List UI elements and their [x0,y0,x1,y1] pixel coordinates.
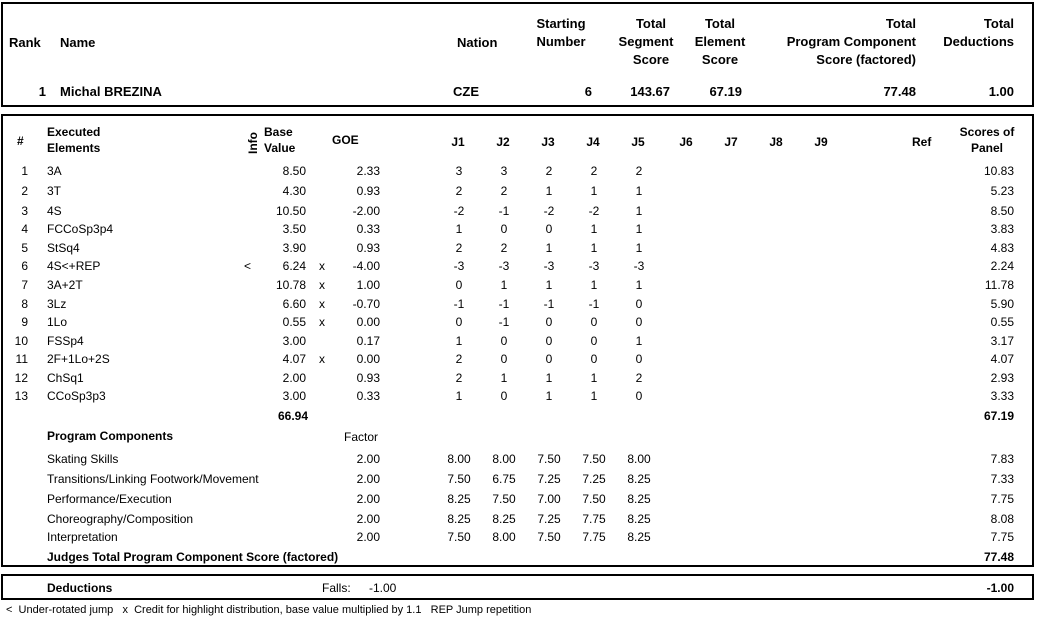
component-judge-1-score: 8.25 [447,492,471,506]
skater-tss: 143.67 [630,84,670,99]
element-judge-4-score: 2 [590,164,598,178]
element-judge-1-score: -2 [453,204,465,218]
element-judge-2-score: 2 [500,184,508,198]
tss-header [603,15,689,69]
element-judge-1-score: 2 [455,352,463,366]
element-goe: 0.93 [356,241,380,255]
element-bv-multiplier: x [319,315,325,329]
element-judge-3-score: 0 [545,352,553,366]
component-judge-5-score: 8.25 [627,492,651,506]
element-name: 3A+2T [47,278,83,292]
element-goe: 0.00 [356,315,380,329]
component-factor: 2.00 [356,512,380,526]
element-goe: 0.33 [356,389,380,403]
element-number: 8 [21,297,28,311]
element-base-value: 6.24 [282,259,306,273]
j4-header: J4 [586,135,600,149]
component-panel-score: 7.83 [990,452,1014,466]
element-number: 1 [21,164,28,178]
element-judge-2-score: 0 [500,389,508,403]
element-goe: 0.17 [356,334,380,348]
base-header-line2: Value [264,141,296,155]
element-judge-5-score: 2 [635,371,643,385]
element-base-value: 10.78 [275,278,306,292]
element-number: 7 [21,278,28,292]
component-factor: 2.00 [356,452,380,466]
element-goe: -2.00 [352,204,380,218]
tss-header-line1: Total [635,16,667,31]
element-judge-4-score: 0 [590,334,598,348]
component-judge-4-score: 7.75 [582,512,606,526]
component-judge-1-score: 7.50 [447,472,471,486]
element-judge-3-score: -2 [543,204,555,218]
element-judge-3-score: 2 [545,164,553,178]
element-judge-1-score: -1 [453,297,465,311]
element-number: 4 [21,222,28,236]
element-number: 9 [21,315,28,329]
element-judge-5-score: 1 [635,184,643,198]
component-judge-3-score: 7.50 [537,452,561,466]
j5-header: J5 [631,135,645,149]
element-base-value: 2.00 [282,371,306,385]
skater-pcs: 77.48 [883,84,916,99]
skater-deductions: 1.00 [988,84,1014,99]
element-goe: 0.93 [356,184,380,198]
element-panel-score: 8.50 [990,204,1014,218]
j7-header: J7 [724,135,738,149]
component-judge-4-score: 7.50 [582,452,606,466]
element-judge-2-score: 1 [500,278,508,292]
element-judge-3-score: 0 [545,315,553,329]
element-judge-2-score: 0 [500,334,508,348]
element-judge-1-score: 3 [455,164,463,178]
j2-header: J2 [496,135,510,149]
element-judge-4-score: 0 [590,352,598,366]
element-judge-3-score: 0 [545,334,553,348]
starting-header-line1: Starting [536,16,586,31]
element-panel-score: 0.55 [990,315,1014,329]
element-name: 1Lo [47,315,68,329]
component-judge-2-score: 7.50 [492,492,516,506]
base-value-total: 66.94 [277,409,308,423]
ded-header-line1: Total [983,16,1014,31]
element-judge-5-score: 0 [635,297,643,311]
tes-header-line2: Element [694,34,746,49]
element-number: 11 [15,352,28,366]
falls-label: Falls: [322,581,351,595]
element-bv-multiplier: x [319,297,325,311]
component-name: Choreography/Composition [47,512,194,526]
element-panel-score: 11.78 [984,278,1014,292]
component-judge-3-score: 7.50 [537,530,561,544]
element-judge-2-score: 0 [500,222,508,236]
element-judge-1-score: 2 [455,241,463,255]
component-panel-score: 7.33 [990,472,1014,486]
element-judge-4-score: -2 [588,204,600,218]
element-panel-score: 5.23 [990,184,1014,198]
executed-header-line1: Executed [47,125,101,139]
info-header: Info [246,132,260,154]
element-judge-5-score: 1 [635,241,643,255]
element-judge-2-score: -1 [498,204,510,218]
element-name: 3A [47,164,62,178]
j3-header: J3 [541,135,555,149]
nation-header: Nation [457,35,498,50]
element-number: 2 [21,184,28,198]
element-goe: 0.00 [356,352,380,366]
tes-header-line1: Total [704,16,736,31]
element-judge-4-score: 1 [590,241,598,255]
element-judge-2-score: 0 [500,352,508,366]
ded-header-line2: Deductions [943,34,1014,49]
element-judge-2-score: 2 [500,241,508,255]
element-judge-5-score: 0 [635,352,643,366]
element-judge-2-score: -1 [498,297,510,311]
component-judge-2-score: 6.75 [492,472,516,486]
ref-header: Ref [912,135,932,149]
element-panel-score: 2.93 [990,371,1014,385]
element-goe: 1.00 [356,278,380,292]
element-name: StSq4 [47,241,80,255]
rank-header: Rank [9,35,41,50]
element-judge-2-score: 1 [500,371,508,385]
tss-header-line2: Segment [618,34,674,49]
element-base-value: 4.30 [282,184,306,198]
pcs-header-line1: Total [885,16,916,31]
element-judge-4-score: -1 [588,297,600,311]
element-number: 3 [21,204,28,218]
element-judge-1-score: 1 [455,389,463,403]
panel-header-line1: Scores of [959,125,1015,139]
element-base-value: 3.90 [282,241,306,255]
element-judge-3-score: 1 [545,184,553,198]
component-judge-5-score: 8.00 [627,452,651,466]
element-name: 3T [47,184,62,198]
element-bv-multiplier: x [319,259,325,273]
starting-header-line2: Number [536,34,586,49]
tes-header [680,15,760,69]
element-base-value: 6.60 [282,297,306,311]
deductions-label: Deductions [47,581,113,595]
panel-header-line2: Panel [970,141,1003,155]
component-name: Skating Skills [47,452,119,466]
element-panel-score: 10.83 [983,164,1014,178]
element-number: 12 [14,371,28,385]
legend: < Under-rotated jump x Credit for highlight distribution, base value multiplied by 1.1 REP Jump repetition [6,604,532,616]
element-base-value: 0.55 [282,315,306,329]
program-components-title: Program Components [47,429,174,443]
element-judge-1-score: 0 [455,315,463,329]
element-name: 3Lz [47,297,67,311]
component-judge-2-score: 8.00 [492,452,516,466]
deductions-header [930,15,1014,51]
goe-header: GOE [332,133,359,147]
elements-score-total: 67.19 [983,409,1014,423]
skater-rank: 1 [38,84,46,99]
component-judge-1-score: 7.50 [447,530,471,544]
element-panel-score: 5.90 [990,297,1014,311]
component-judge-2-score: 8.25 [492,512,516,526]
element-base-value: 3.00 [282,334,306,348]
element-base-value: 4.07 [282,352,306,366]
element-panel-score: 3.33 [990,389,1014,403]
element-judge-4-score: 1 [590,222,598,236]
skater-tes: 67.19 [709,84,742,99]
pcs-total-value: 77.48 [983,550,1014,564]
executed-elements-header [47,124,100,156]
component-factor: 2.00 [356,472,380,486]
skater-nation: CZE [453,84,479,99]
element-judge-5-score: 1 [635,204,643,218]
tss-header-line3: Score [632,52,670,67]
element-judge-4-score: 1 [590,184,598,198]
element-judge-5-score: 0 [635,315,643,329]
skater-starting-number: 6 [584,84,592,99]
component-judge-3-score: 7.25 [537,472,561,486]
element-judge-4-score: 0 [590,315,598,329]
component-judge-1-score: 8.00 [447,452,471,466]
element-judge-5-score: 2 [635,164,643,178]
element-bv-multiplier: x [319,278,325,292]
element-judge-1-score: 1 [455,334,463,348]
element-name: ChSq1 [47,371,84,385]
deductions-total: -1.00 [986,581,1014,595]
component-judge-3-score: 7.00 [537,492,561,506]
element-base-value: 10.50 [275,204,306,218]
component-judge-2-score: 8.00 [492,530,516,544]
element-number: 13 [14,389,28,403]
component-name: Interpretation [47,530,118,544]
element-panel-score: 4.07 [990,352,1014,366]
element-name: 4S<+REP [47,259,101,273]
element-number: 10 [14,334,28,348]
element-judge-3-score: 1 [545,389,553,403]
element-name: CCoSp3p3 [47,389,106,403]
base-header-line1: Base [264,125,293,139]
element-judge-5-score: 1 [635,278,643,292]
pcs-header [760,15,916,69]
element-judge-4-score: -3 [588,259,600,273]
tes-header-line3: Score [701,52,739,67]
element-panel-score: 3.17 [990,334,1014,348]
factor-header: Factor [344,430,379,444]
element-goe: -4.00 [352,259,380,273]
element-judge-2-score: -3 [498,259,510,273]
element-judge-3-score: 1 [545,371,553,385]
j1-header: J1 [451,135,465,149]
element-info: < [244,259,252,273]
element-name: 2F+1Lo+2S [47,352,110,366]
component-panel-score: 7.75 [990,530,1014,544]
element-number: 5 [21,241,28,255]
component-factor: 2.00 [356,530,380,544]
component-judge-5-score: 8.25 [627,530,651,544]
element-judge-3-score: 1 [545,241,553,255]
component-factor: 2.00 [356,492,380,506]
element-name: FCCoSp3p4 [47,222,114,236]
element-base-value: 3.50 [282,222,306,236]
j8-header: J8 [769,135,783,149]
element-name: FSSp4 [47,334,84,348]
element-goe: 0.93 [356,371,380,385]
executed-header-line2: Elements [47,141,101,155]
element-judge-4-score: 1 [590,389,598,403]
element-bv-multiplier: x [319,352,325,366]
component-judge-4-score: 7.50 [582,492,606,506]
component-judge-5-score: 8.25 [627,472,651,486]
element-goe: 2.33 [356,164,380,178]
element-judge-1-score: 2 [455,371,463,385]
panel-score-header [950,124,1024,156]
num-header: # [17,134,24,148]
element-name: 4S [47,204,62,218]
element-judge-5-score: 0 [635,389,643,403]
pcs-header-line2: Program Component [786,34,916,49]
element-goe: -0.70 [352,297,380,311]
element-judge-2-score: 3 [500,164,508,178]
component-name: Performance/Execution [47,492,172,506]
component-judge-3-score: 7.25 [537,512,561,526]
element-judge-3-score: -1 [543,297,555,311]
element-number: 6 [21,259,28,273]
j6-header: J6 [679,135,693,149]
element-base-value: 8.50 [282,164,306,178]
component-panel-score: 7.75 [990,492,1014,506]
deductions-box [1,574,1034,600]
starting-number-header [525,15,597,51]
element-judge-5-score: 1 [635,334,643,348]
component-judge-5-score: 8.25 [627,512,651,526]
j9-header: J9 [814,135,828,149]
element-judge-4-score: 1 [590,278,598,292]
element-panel-score: 3.83 [990,222,1014,236]
component-name: Transitions/Linking Footwork/Movement [47,472,259,486]
component-panel-score: 8.08 [990,512,1014,526]
pcs-header-line3: Score (factored) [816,52,916,67]
falls-value: -1.00 [369,581,397,595]
pcs-total-label: Judges Total Program Component Score (factored) [47,550,339,564]
element-judge-4-score: 1 [590,371,598,385]
element-goe: 0.33 [356,222,380,236]
element-judge-5-score: 1 [635,222,643,236]
component-judge-4-score: 7.25 [582,472,606,486]
element-judge-1-score: 1 [455,222,463,236]
element-panel-score: 4.83 [990,241,1014,255]
component-judge-1-score: 8.25 [447,512,471,526]
element-judge-2-score: -1 [498,315,510,329]
element-judge-1-score: 2 [455,184,463,198]
element-judge-3-score: 0 [545,222,553,236]
component-judge-4-score: 7.75 [582,530,606,544]
element-base-value: 3.00 [282,389,306,403]
skater-name: Michal BREZINA [60,84,162,99]
element-panel-score: 2.24 [990,259,1014,273]
base-value-header [264,124,295,156]
element-judge-3-score: 1 [545,278,553,292]
element-judge-5-score: -3 [633,259,645,273]
element-judge-3-score: -3 [543,259,555,273]
element-judge-1-score: 0 [455,278,463,292]
name-header: Name [60,35,96,50]
element-judge-1-score: -3 [453,259,465,273]
